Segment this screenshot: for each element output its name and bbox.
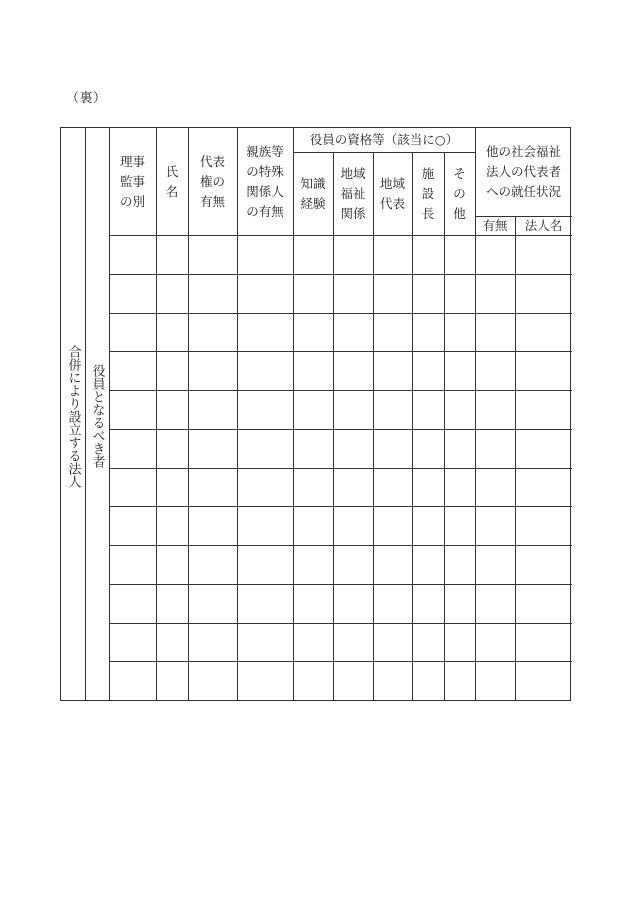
header-line: 法人の代表者 [485, 164, 561, 179]
table-cell[interactable] [189, 624, 236, 661]
table-cell[interactable] [238, 624, 292, 661]
table-cell[interactable] [157, 430, 187, 467]
header-line: 地域 [379, 175, 405, 191]
table-cell[interactable] [413, 352, 443, 389]
table-cell[interactable] [157, 507, 187, 544]
table-cell[interactable] [476, 662, 514, 699]
table-cell[interactable] [110, 469, 155, 506]
table-cell[interactable] [516, 391, 571, 428]
table-cell[interactable] [476, 546, 514, 583]
table-cell[interactable] [238, 236, 292, 273]
table-cell[interactable] [110, 585, 155, 622]
table-cell[interactable] [374, 314, 411, 351]
table-cell[interactable] [334, 314, 372, 351]
table-cell[interactable] [476, 275, 514, 312]
header-line: 権の [199, 173, 225, 189]
header-line: 理事 [119, 153, 145, 169]
table-cell[interactable] [189, 391, 236, 428]
table-cell[interactable] [238, 314, 292, 351]
table-cell[interactable] [294, 352, 332, 389]
header-line: そ [453, 165, 466, 181]
table-cell[interactable] [334, 469, 372, 506]
table-cell[interactable] [189, 352, 236, 389]
table-cell[interactable] [413, 585, 443, 622]
header-line: の特殊 [246, 163, 284, 179]
table-cell[interactable] [445, 662, 474, 699]
table-cell[interactable] [110, 507, 155, 544]
header-other-corp-presence: 有無 [482, 217, 508, 233]
table-cell[interactable] [157, 275, 187, 312]
header-line: への就任状況 [485, 184, 561, 199]
header-line: 経験 [300, 195, 326, 211]
table-cell[interactable] [445, 546, 474, 583]
table-cell[interactable] [189, 662, 236, 699]
table-cell[interactable] [334, 352, 372, 389]
table-cell[interactable] [413, 624, 443, 661]
table-cell[interactable] [294, 546, 332, 583]
table-cell[interactable] [334, 662, 372, 699]
table-cell[interactable] [476, 507, 514, 544]
table-cell[interactable] [516, 624, 571, 661]
table-cell[interactable] [334, 391, 372, 428]
table-cell[interactable] [238, 507, 292, 544]
table-cell[interactable] [413, 236, 443, 273]
header-line: 関係 [340, 205, 366, 221]
table-cell[interactable] [445, 507, 474, 544]
table-cell[interactable] [476, 391, 514, 428]
header-representative [188, 128, 237, 235]
header-line: 有無 [199, 193, 225, 209]
table-cell[interactable] [238, 275, 292, 312]
table-cell[interactable] [157, 624, 187, 661]
table-cell[interactable] [157, 546, 187, 583]
header-line: 代表 [199, 153, 225, 169]
table-cell[interactable] [189, 430, 236, 467]
table-cell[interactable] [189, 275, 236, 312]
header-line: 関係人 [246, 183, 284, 199]
header-qual-other [444, 152, 475, 235]
header-line: 長 [421, 205, 435, 221]
header-qual-facility [412, 152, 444, 235]
officer-form-table [60, 127, 571, 701]
table-cell[interactable] [374, 352, 411, 389]
header-divider [475, 216, 572, 217]
table-cell[interactable] [476, 352, 514, 389]
inner-side-label: 役員となるべき者 [89, 364, 105, 468]
table-cell[interactable] [334, 236, 372, 273]
table-cell[interactable] [157, 585, 187, 622]
table-cell[interactable] [110, 314, 155, 351]
header-other-corp-group [475, 128, 572, 216]
table-cell[interactable] [445, 469, 474, 506]
table-cell[interactable] [445, 352, 474, 389]
table-cell[interactable] [374, 585, 411, 622]
table-cell[interactable] [294, 314, 332, 351]
header-qualification-group: 役員の資格等（該当に○） [309, 132, 459, 147]
table-cell[interactable] [189, 507, 236, 544]
table-cell[interactable] [110, 662, 155, 699]
table-cell[interactable] [516, 275, 571, 312]
header-divider [293, 152, 475, 153]
table-cell[interactable] [476, 314, 514, 351]
header-qual-representative [373, 152, 412, 235]
table-cell[interactable] [476, 585, 514, 622]
header-line: 監事 [119, 173, 145, 189]
header-line: 知識 [300, 175, 326, 191]
table-cell[interactable] [374, 430, 411, 467]
table-cell[interactable] [110, 546, 155, 583]
header-role [109, 128, 156, 235]
table-cell[interactable] [110, 352, 155, 389]
table-cell[interactable] [110, 430, 155, 467]
table-cell[interactable] [238, 546, 292, 583]
table-cell[interactable] [413, 275, 443, 312]
header-name [156, 128, 188, 235]
header-other-corp-name: 法人名 [524, 217, 563, 233]
table-cell[interactable] [334, 585, 372, 622]
table-cell[interactable] [157, 352, 187, 389]
table-cell[interactable] [476, 624, 514, 661]
table-cell[interactable] [516, 507, 571, 544]
table-cell[interactable] [238, 585, 292, 622]
table-cell[interactable] [374, 624, 411, 661]
table-cell[interactable] [294, 275, 332, 312]
table-cell[interactable] [413, 430, 443, 467]
table-cell[interactable] [476, 469, 514, 506]
table-cell[interactable] [294, 391, 332, 428]
table-cell[interactable] [374, 662, 411, 699]
table-cell[interactable] [445, 585, 474, 622]
table-cell[interactable] [238, 391, 292, 428]
table-cell[interactable] [413, 507, 443, 544]
table-cell[interactable] [110, 624, 155, 661]
table-cell[interactable] [294, 236, 332, 273]
table-cell[interactable] [189, 469, 236, 506]
table-cell[interactable] [516, 585, 571, 622]
table-cell[interactable] [445, 391, 474, 428]
table-cell[interactable] [294, 585, 332, 622]
header-line: 他の社会福祉 [485, 144, 561, 159]
table-cell[interactable] [413, 546, 443, 583]
table-cell[interactable] [157, 236, 187, 273]
table-cell[interactable] [238, 662, 292, 699]
table-cell[interactable] [294, 624, 332, 661]
table-cell[interactable] [294, 507, 332, 544]
header-relatives [237, 128, 293, 235]
table-cell[interactable] [476, 430, 514, 467]
table-cell[interactable] [445, 314, 474, 351]
header-line: の [453, 185, 466, 201]
table-cell[interactable] [413, 314, 443, 351]
table-cell[interactable] [516, 352, 571, 389]
header-line: の別 [119, 193, 145, 209]
table-cell[interactable] [445, 236, 474, 273]
table-cell[interactable] [334, 507, 372, 544]
table-cell[interactable] [294, 469, 332, 506]
table-cell[interactable] [334, 624, 372, 661]
table-cell[interactable] [445, 624, 474, 661]
header-line: 福祉 [340, 185, 366, 201]
page-heading: （裏） [66, 91, 107, 106]
header-line: 名 [165, 183, 179, 199]
table-cell[interactable] [413, 391, 443, 428]
outer-side-label: 合併により設立する法人 [65, 344, 81, 488]
table-cell[interactable] [238, 469, 292, 506]
header-qual-knowledge [293, 152, 333, 235]
table-cell[interactable] [374, 391, 411, 428]
header-qual-welfare [333, 152, 373, 235]
table-cell[interactable] [516, 546, 571, 583]
table-cell[interactable] [445, 430, 474, 467]
table-cell[interactable] [334, 546, 372, 583]
header-line: 代表 [379, 195, 405, 211]
table-cell[interactable] [189, 585, 236, 622]
table-cell[interactable] [516, 236, 571, 273]
table-cell[interactable] [374, 546, 411, 583]
table-cell[interactable] [334, 430, 372, 467]
table-cell[interactable] [374, 507, 411, 544]
table-cell[interactable] [157, 662, 187, 699]
header-line: の有無 [246, 203, 284, 219]
table-cell[interactable] [516, 469, 571, 506]
table-cell[interactable] [157, 391, 187, 428]
table-cell[interactable] [238, 352, 292, 389]
table-cell[interactable] [189, 236, 236, 273]
table-cell[interactable] [374, 469, 411, 506]
table-cell[interactable] [476, 236, 514, 273]
table-cell[interactable] [413, 469, 443, 506]
table-cell[interactable] [238, 430, 292, 467]
table-cell[interactable] [189, 314, 236, 351]
table-cell[interactable] [413, 662, 443, 699]
table-cell[interactable] [334, 275, 372, 312]
header-line: 他 [453, 205, 466, 221]
table-cell[interactable] [516, 430, 571, 467]
table-cell[interactable] [189, 546, 236, 583]
header-line: 設 [421, 185, 435, 201]
table-cell[interactable] [445, 275, 474, 312]
table-cell[interactable] [157, 314, 187, 351]
table-cell[interactable] [374, 236, 411, 273]
table-cell[interactable] [516, 314, 571, 351]
table-cell[interactable] [294, 430, 332, 467]
header-line: 氏 [165, 163, 179, 179]
table-cell[interactable] [110, 391, 155, 428]
table-cell[interactable] [374, 275, 411, 312]
table-cell[interactable] [110, 236, 155, 273]
table-cell[interactable] [516, 662, 571, 699]
table-cell[interactable] [157, 469, 187, 506]
table-cell[interactable] [110, 275, 155, 312]
header-line: 施 [421, 165, 435, 181]
header-line: 親族等 [246, 143, 284, 159]
header-line: 地域 [340, 165, 366, 181]
table-cell[interactable] [294, 662, 332, 699]
column-divider [85, 128, 86, 700]
